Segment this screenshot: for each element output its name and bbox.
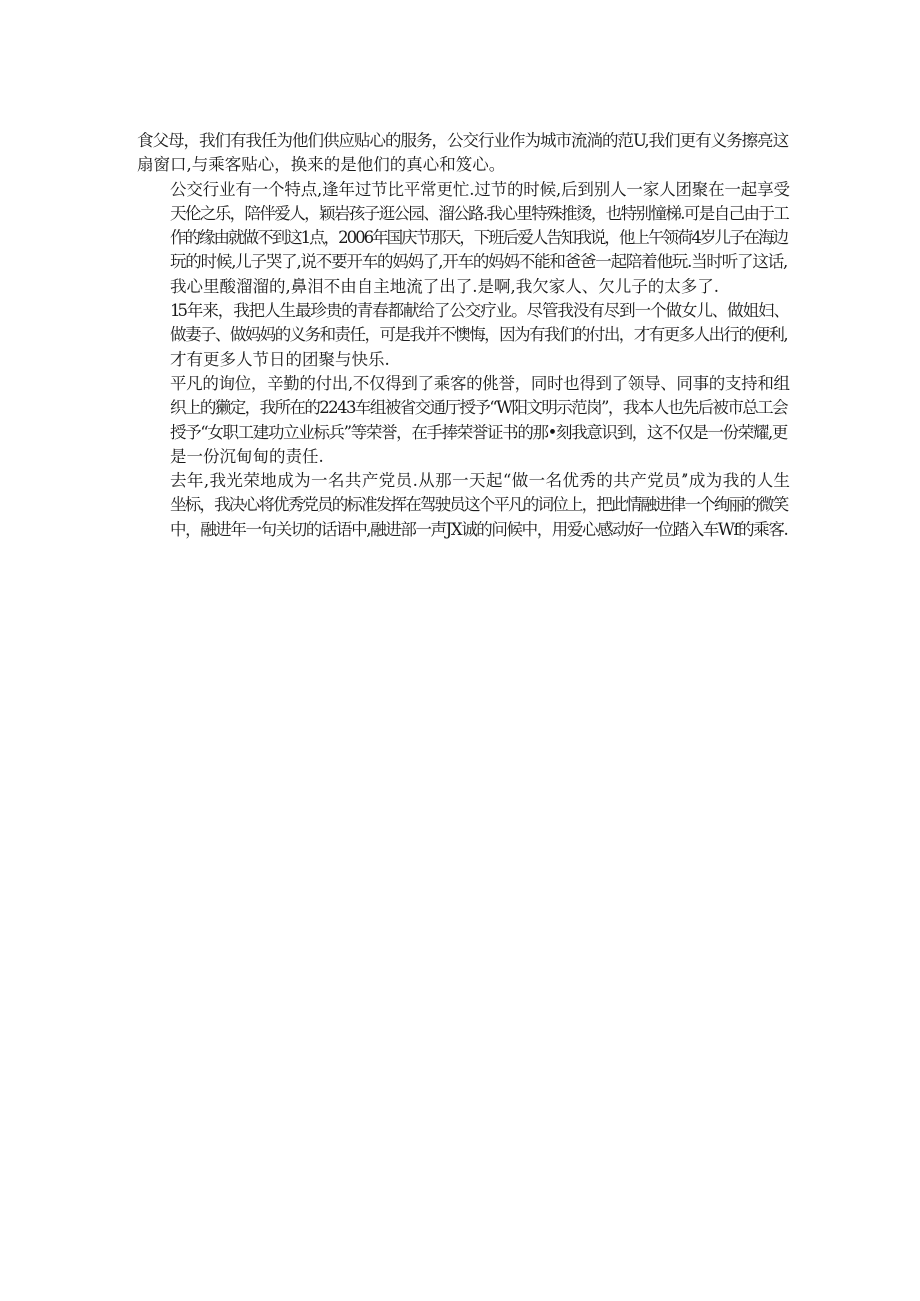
text-line: 才有更多人节日的团聚与快乐. [170,349,390,369]
text-line: 坐标，我决心将优秀党员的标准发挥在驾驶员这个平凡的词位上，把此情融进律一个绚丽的微笑 [170,495,788,515]
text-line: 玩的时候,儿子哭了,说不要开车的妈妈了,开车的妈妈不能和爸爸一起陪着他玩.当时听了这话, [170,252,787,272]
paragraph [137,372,787,469]
text-line: 中，融进年一句关切的话语中,融进部一声JX诚的问候中，用爱心感动好一位踏入车Wf的乘客. [170,519,788,539]
text-line: 作的缘由就做不到这1点，2006年国庆节那天，下班后爱人告知我说，他上午领荷4岁儿子在海边 [170,228,787,248]
document-body [137,129,787,542]
text-line: 天伦之乐，陪伴爱人，颖岩孩子逛公园、溜公路.我心里特殊推烫，也特别憧梯.可是自己由于工 [170,203,789,223]
text-line: 食父母，我们有我任为他们供应贴心的服务，公交行业作为城市流淌的范U,我们更有义务擦亮这 [137,131,789,150]
text-line: 公交行业有一个特点,逢年过节比平常更忙.过节的时候,后到别人一家人团聚在一起享受 [170,179,787,199]
paragraph [137,469,787,542]
text-line: 扇窗口,与乘客贴心，换来的是他们的真心和笈心。 [137,155,506,175]
text-line: 织上的獭定，我所在的2243车组被省交通厅授予“W阳文明示范岗”，我本人也先后被市总工会 [170,398,787,418]
text-line: 授予“女职工建功立业标兵”等荣誉，在手捧荣誉证书的那•刻我意识到，这不仅是一份荣耀,更 [170,422,787,442]
text-line: 平凡的询位，辛勤的付出,不仅得到了乘客的佻誉，同时也得到了领导、同事的支持和组 [170,373,787,393]
text-line: 做妻子、做妈妈的义务和责任，可是我并不懊悔，因为有我们的付出，才有更多人出行的便利, [170,325,787,345]
text-line: 15年来，我把人生最珍贵的青春都献给了公交疗业。尽管我没有尽到一个做女儿、做姐妇、 [170,301,787,321]
paragraph [137,178,787,299]
paragraph [137,129,787,178]
paragraph [137,299,787,372]
text-line: 是一份沉甸甸的责任. [170,446,324,466]
text-line: 我心里酸溜溜的,鼻泪不由自主地流了出了.是啊,我欠家人、欠儿子的太多了. [170,276,719,296]
text-line: 去年,我光荣地成为一名共产党员.从那一天起“做一名优秀的共产党员’’成为我的人生 [170,471,787,491]
